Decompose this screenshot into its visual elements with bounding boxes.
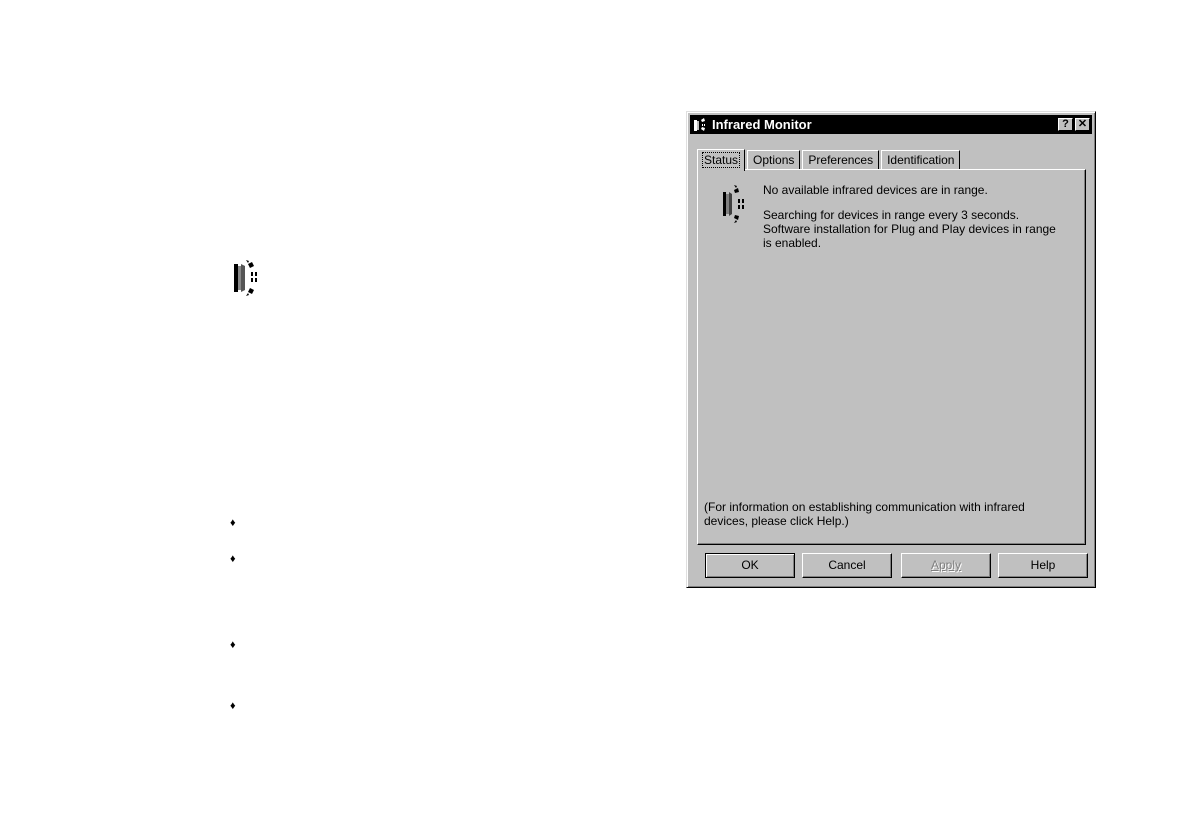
tab-identification[interactable]: Identification [881,150,960,170]
tab-status-label: Status [704,153,739,167]
infrared-icon [230,258,270,298]
title-bar[interactable] [690,115,1092,134]
infrared-icon [692,117,708,133]
cancel-button[interactable]: Cancel [802,553,892,578]
tab-status[interactable] [697,149,745,171]
tab-options[interactable]: Options [747,150,800,170]
bullet-2: ♦ [230,553,236,565]
help-hint-text: (For information on establishing communication with infrared devices, please click Help.) [704,500,1025,528]
bullet-3: ♦ [230,639,236,651]
help-button[interactable]: Help [998,553,1088,578]
infrared-monitor-dialog [686,111,1096,588]
ok-button[interactable]: OK [705,553,795,578]
status-panel [697,169,1086,545]
status-line-range: No available infrared devices are in range. [763,183,988,197]
apply-button-label: Apply [930,558,962,572]
dialog-title: Infrared Monitor [712,117,812,132]
apply-button[interactable] [901,553,991,578]
tab-preferences[interactable]: Preferences [802,150,879,170]
status-line-searching: Searching for devices in range every 3 seconds. Software installation for Plug and Play devices in range is enabled. [763,208,1056,250]
tab-strip [697,148,962,170]
bullet-1: ♦ [230,517,236,529]
help-title-button[interactable]: ? [1058,118,1073,131]
status-message [763,183,1063,250]
bullet-4: ♦ [230,700,236,712]
infrared-icon [721,184,753,224]
close-title-button[interactable]: ✕ [1075,118,1090,131]
